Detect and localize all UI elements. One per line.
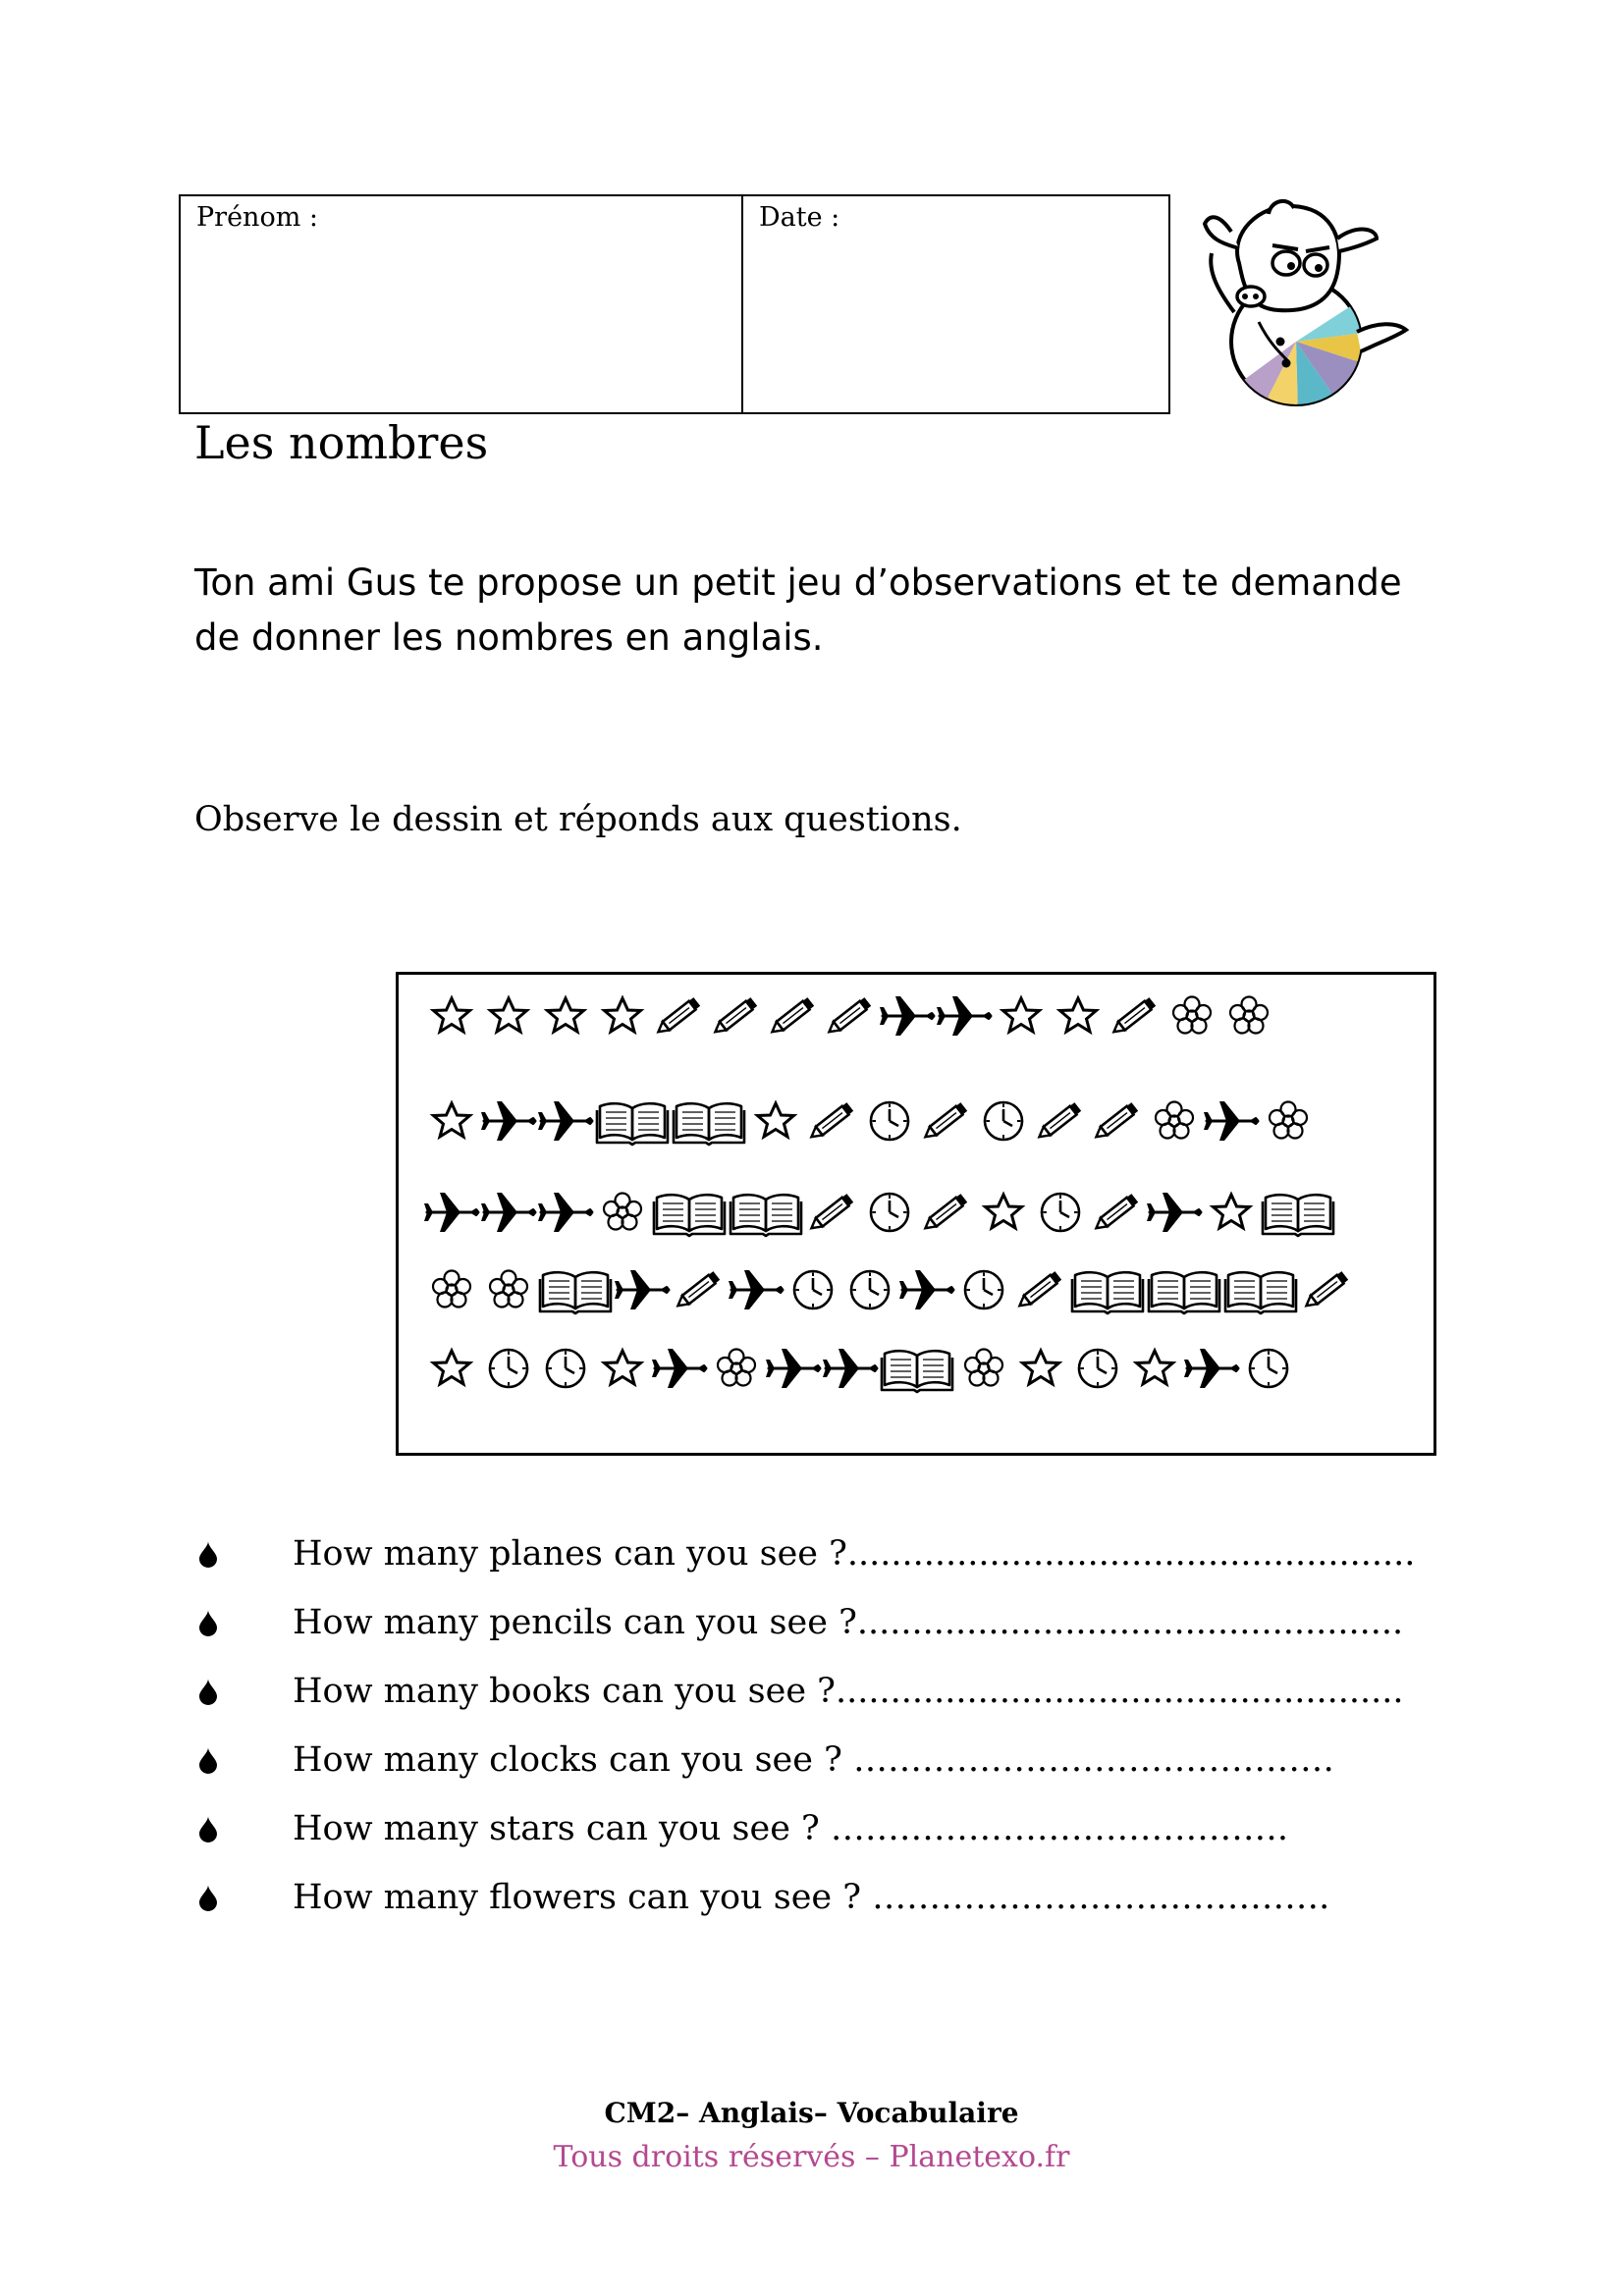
question-item bbox=[194, 1863, 1415, 1932]
page-title: Les nombres bbox=[194, 416, 489, 469]
pencil-icon bbox=[1299, 1257, 1356, 1322]
plane-icon bbox=[898, 1257, 955, 1322]
question-text: How many stars can you see ? …………………………………. bbox=[293, 1809, 1289, 1848]
flower-icon bbox=[1260, 1089, 1317, 1153]
flower-icon bbox=[1146, 1089, 1203, 1153]
plane-icon bbox=[651, 1336, 708, 1401]
instruction-text: Observe le dessin et réponds aux questions. bbox=[194, 800, 962, 839]
symbol-row bbox=[423, 984, 1277, 1048]
question-text: How many planes can you see ?.................................................... bbox=[293, 1534, 1416, 1574]
pencil-icon bbox=[1012, 1257, 1069, 1322]
prenom-field[interactable] bbox=[181, 196, 743, 412]
gus-mascot-illustration bbox=[1200, 194, 1411, 415]
symbol-row bbox=[423, 1257, 1356, 1322]
question-item bbox=[194, 1726, 1415, 1794]
question-item bbox=[194, 1794, 1415, 1863]
question-text: How many flowers can you see ? …………………………………. bbox=[293, 1878, 1330, 1917]
star-icon bbox=[1203, 1180, 1260, 1245]
book-icon bbox=[1069, 1257, 1146, 1322]
flower-icon bbox=[423, 1257, 480, 1322]
star-icon bbox=[975, 1180, 1032, 1245]
plane-icon bbox=[1203, 1089, 1260, 1153]
flower-icon bbox=[708, 1336, 765, 1401]
star-icon bbox=[747, 1089, 804, 1153]
star-icon bbox=[537, 984, 594, 1048]
pencil-icon bbox=[1107, 984, 1163, 1048]
question-text: How many books can you see ?.................................................... bbox=[293, 1672, 1404, 1711]
footer-course-label: CM2– Anglais– Vocabulaire bbox=[604, 2097, 1019, 2129]
question-item bbox=[194, 1520, 1415, 1588]
star-icon bbox=[1126, 1336, 1183, 1401]
pencil-icon bbox=[1032, 1089, 1089, 1153]
book-icon bbox=[1222, 1257, 1299, 1322]
clock-icon bbox=[1069, 1336, 1126, 1401]
clock-icon bbox=[841, 1257, 898, 1322]
question-item bbox=[194, 1588, 1415, 1657]
star-icon bbox=[1012, 1336, 1069, 1401]
symbol-row bbox=[423, 1180, 1336, 1245]
plane-icon bbox=[614, 1257, 671, 1322]
drop-bullet-icon bbox=[194, 1814, 293, 1843]
plane-icon bbox=[1146, 1180, 1203, 1245]
pencil-icon bbox=[822, 984, 879, 1048]
book-icon bbox=[651, 1180, 728, 1245]
book-icon bbox=[1146, 1257, 1222, 1322]
star-icon bbox=[993, 984, 1050, 1048]
clock-icon bbox=[480, 1336, 537, 1401]
flower-icon bbox=[480, 1257, 537, 1322]
book-icon bbox=[671, 1089, 747, 1153]
star-icon bbox=[423, 1089, 480, 1153]
clock-icon bbox=[955, 1257, 1012, 1322]
name-date-table bbox=[179, 194, 1170, 414]
plane-icon bbox=[480, 1180, 537, 1245]
clock-icon bbox=[861, 1180, 918, 1245]
date-field[interactable] bbox=[743, 196, 1168, 412]
question-list bbox=[194, 1520, 1415, 1932]
pencil-icon bbox=[651, 984, 708, 1048]
clock-icon bbox=[1032, 1180, 1089, 1245]
flower-icon bbox=[955, 1336, 1012, 1401]
clock-icon bbox=[861, 1089, 918, 1153]
pencil-icon bbox=[918, 1180, 975, 1245]
pencil-icon bbox=[671, 1257, 728, 1322]
star-icon bbox=[423, 1336, 480, 1401]
plane-icon bbox=[1183, 1336, 1240, 1401]
book-icon bbox=[537, 1257, 614, 1322]
clock-icon bbox=[537, 1336, 594, 1401]
pencil-icon bbox=[1089, 1180, 1146, 1245]
star-icon bbox=[594, 1336, 651, 1401]
drop-bullet-icon bbox=[194, 1883, 293, 1912]
date-label: Date : bbox=[759, 202, 840, 233]
plane-icon bbox=[879, 984, 936, 1048]
pencil-icon bbox=[708, 984, 765, 1048]
flower-icon bbox=[594, 1180, 651, 1245]
question-text: How many pencils can you see ?.................................................. bbox=[293, 1603, 1404, 1642]
star-icon bbox=[1050, 984, 1107, 1048]
plane-icon bbox=[537, 1180, 594, 1245]
footer-copyright: Tous droits réservés – Planetexo.fr bbox=[553, 2140, 1070, 2174]
intro-paragraph: Ton ami Gus te propose un petit jeu d’observations et te demande de donner les nombres en anglais. bbox=[194, 561, 1402, 659]
clock-icon bbox=[784, 1257, 841, 1322]
clock-icon bbox=[975, 1089, 1032, 1153]
plane-icon bbox=[423, 1180, 480, 1245]
flower-icon bbox=[1163, 984, 1220, 1048]
plane-icon bbox=[728, 1257, 784, 1322]
star-icon bbox=[480, 984, 537, 1048]
pencil-icon bbox=[804, 1089, 861, 1153]
question-item bbox=[194, 1657, 1415, 1726]
flower-icon bbox=[1220, 984, 1277, 1048]
drop-bullet-icon bbox=[194, 1745, 293, 1775]
book-icon bbox=[728, 1180, 804, 1245]
pencil-icon bbox=[765, 984, 822, 1048]
drop-bullet-icon bbox=[194, 1539, 293, 1569]
symbol-row bbox=[423, 1336, 1297, 1401]
drop-bullet-icon bbox=[194, 1677, 293, 1706]
star-icon bbox=[594, 984, 651, 1048]
pencil-icon bbox=[804, 1180, 861, 1245]
pencil-icon bbox=[1089, 1089, 1146, 1153]
plane-icon bbox=[537, 1089, 594, 1153]
book-icon bbox=[879, 1336, 955, 1401]
plane-icon bbox=[765, 1336, 822, 1401]
book-icon bbox=[594, 1089, 671, 1153]
plane-icon bbox=[822, 1336, 879, 1401]
symbol-picture-box bbox=[396, 972, 1436, 1456]
plane-icon bbox=[480, 1089, 537, 1153]
plane-icon bbox=[936, 984, 993, 1048]
drop-bullet-icon bbox=[194, 1608, 293, 1637]
clock-icon bbox=[1240, 1336, 1297, 1401]
prenom-label: Prénom : bbox=[196, 202, 318, 233]
symbol-row bbox=[423, 1089, 1317, 1153]
question-text: How many clocks can you see ? …………………………………… bbox=[293, 1740, 1334, 1780]
star-icon bbox=[423, 984, 480, 1048]
book-icon bbox=[1260, 1180, 1336, 1245]
pencil-icon bbox=[918, 1089, 975, 1153]
